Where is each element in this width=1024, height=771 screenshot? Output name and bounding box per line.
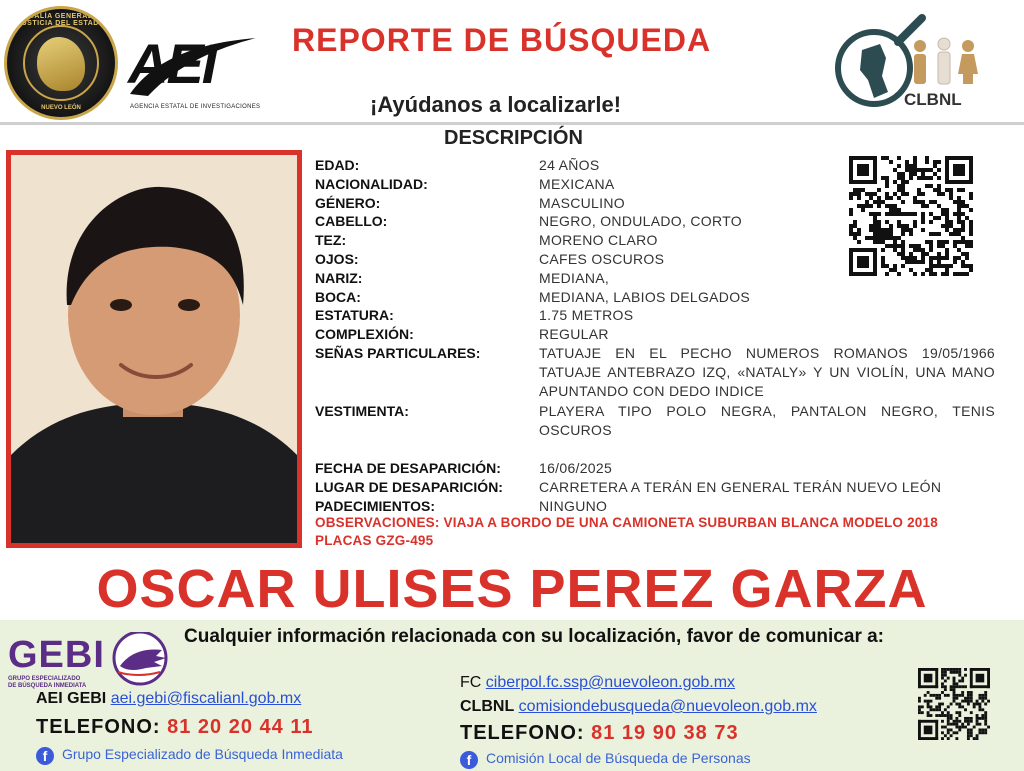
- person-portrait-image: [11, 155, 297, 543]
- field-label: ESTATURA:: [315, 307, 394, 324]
- fc-email-link[interactable]: ciberpol.fc.ssp@nuevoleon.gob.mx: [485, 674, 736, 691]
- field-value: MORENO CLARO: [539, 232, 658, 249]
- header-divider: [0, 122, 1024, 125]
- field-value: REGULAR: [539, 326, 609, 343]
- field-label: GÉNERO:: [315, 194, 381, 211]
- contact-prefix: FC: [460, 674, 482, 691]
- observaciones: OBSERVACIONES: VIAJA A BORDO DE UNA CAMIONETA SUBURBAN BLANCA MODELO 2018 PLACAS GZG-495: [315, 515, 938, 548]
- field-value: CAFES OSCUROS: [539, 250, 665, 267]
- gebi-logo-text: GEBI: [8, 634, 105, 676]
- field-label: FECHA DE DESAPARICIÓN:: [315, 459, 501, 476]
- clbnl-facebook-label: Comisión Local de Búsqueda de Personas: [486, 750, 751, 766]
- missing-person-photo: [6, 150, 302, 548]
- gebi-subtitle-line-1: GRUPO ESPECIALIZADO: [8, 676, 81, 682]
- field-value: 24 AÑOS: [539, 157, 600, 173]
- gebi-facebook[interactable]: [36, 746, 343, 765]
- field-label: LUGAR DE DESAPARICIÓN:: [315, 478, 503, 495]
- field-value: NEGRO, ONDULADO, CORTO: [539, 213, 742, 230]
- field-label: EDAD:: [315, 157, 360, 173]
- clbnl-logo-text: CLBNL: [904, 90, 962, 109]
- field-value: 16/06/2025: [539, 459, 613, 476]
- clbnl-phone-number[interactable]: 81 19 90 38 73: [591, 722, 739, 744]
- report-title: REPORTE DE BÚSQUEDA: [292, 22, 712, 58]
- qr-code-icon: [849, 156, 973, 276]
- field-value: MASCULINO: [539, 194, 625, 211]
- field-value: MEXICANA: [539, 175, 615, 192]
- field-label: CABELLO:: [315, 213, 388, 230]
- field-label: NARIZ:: [315, 269, 363, 286]
- clbnl-email-link[interactable]: comisiondebusqueda@nuevoleon.gob.mx: [518, 698, 817, 715]
- phone-label: TELEFONO:: [36, 716, 161, 738]
- aei-subtitle: AGENCIA ESTATAL DE INVESTIGACIONES: [130, 104, 261, 110]
- contact-prefix: CLBNL: [460, 698, 515, 715]
- field-label: TEZ:: [315, 232, 347, 249]
- field-senas-particulares: [315, 344, 1005, 400]
- clbnl-facebook[interactable]: [460, 750, 751, 769]
- description-heading: DESCRIPCIÓN: [444, 127, 583, 149]
- field-label: OJOS:: [315, 250, 359, 267]
- clbnl-contact: [460, 698, 817, 716]
- field-lugar-desaparicion: [315, 478, 1005, 497]
- qr-code-icon: [918, 668, 990, 740]
- fc-contact: [460, 674, 735, 692]
- field-value: TATUAJE EN EL PECHO NUMEROS ROMANOS 19/05/1966 TATUAJE ANTEBRAZO IZQ, «NATALY» Y UN VIOLÍN, UNA MANO APUNTANDO CON DEDO INDICE: [539, 344, 995, 399]
- person-name: OSCAR ULISES PEREZ GARZA: [96, 559, 928, 619]
- gebi-subtitle-line-2: DE BÚSQUEDA INMEDIATA: [8, 683, 87, 689]
- field-value: MEDIANA, LABIOS DELGADOS: [539, 288, 751, 305]
- aei-gebi-phone-number[interactable]: 81 20 20 44 11: [167, 716, 314, 738]
- aei-gebi-phone: [36, 716, 313, 739]
- field-value: CARRETERA A TERÁN EN GENERAL TERÁN NUEVO LEÓN: [539, 478, 942, 495]
- aei-logo-text: AEI: [128, 32, 216, 95]
- footer-title: Cualquier información relacionada con su localización, favor de comunicar a:: [184, 626, 885, 647]
- facebook-icon: f: [36, 747, 54, 765]
- field-estatura: [315, 306, 1005, 325]
- fiscalia-seal-logo: [4, 6, 118, 120]
- seal-bottom-text: NUEVO LEÓN: [41, 105, 81, 111]
- field-label: VESTIMENTA:: [315, 403, 409, 420]
- field-label: BOCA:: [315, 288, 361, 305]
- field-complexion: [315, 325, 1005, 344]
- gebi-facebook-label: Grupo Especializado de Búsqueda Inmediata: [62, 746, 343, 762]
- seal-ring-text: FISCALÍA GENERAL DE JUSTICIA DEL ESTADO: [16, 13, 106, 27]
- field-label: NACIONALIDAD:: [315, 175, 428, 192]
- aei-gebi-contact: [36, 690, 301, 708]
- field-value: NINGUNO: [539, 497, 608, 514]
- field-boca: [315, 288, 1005, 307]
- facebook-icon: f: [460, 751, 478, 769]
- field-value: MEDIANA,: [539, 269, 610, 286]
- phone-label: TELEFONO:: [460, 722, 585, 744]
- field-label: SEÑAS PARTICULARES:: [315, 344, 481, 361]
- field-label: PADECIMIENTOS:: [315, 497, 436, 514]
- field-padecimientos: [315, 497, 1005, 516]
- field-value: PLAYERA TIPO POLO NEGRA, PANTALON NEGRO, TENIS OSCUROS: [539, 403, 995, 439]
- field-vestimenta: [315, 402, 1005, 440]
- field-label: COMPLEXIÓN:: [315, 326, 414, 343]
- field-value: 1.75 METROS: [539, 307, 634, 324]
- clbnl-phone: [460, 722, 739, 745]
- contact-prefix: AEI GEBI: [36, 690, 107, 707]
- aei-gebi-email-link[interactable]: aei.gebi@fiscalianl.gob.mx: [110, 690, 302, 707]
- gebi-subtitle: [8, 676, 86, 690]
- slogan: ¡Ayúdanos a localizarle!: [370, 92, 622, 117]
- field-fecha-desaparicion: [315, 459, 1005, 478]
